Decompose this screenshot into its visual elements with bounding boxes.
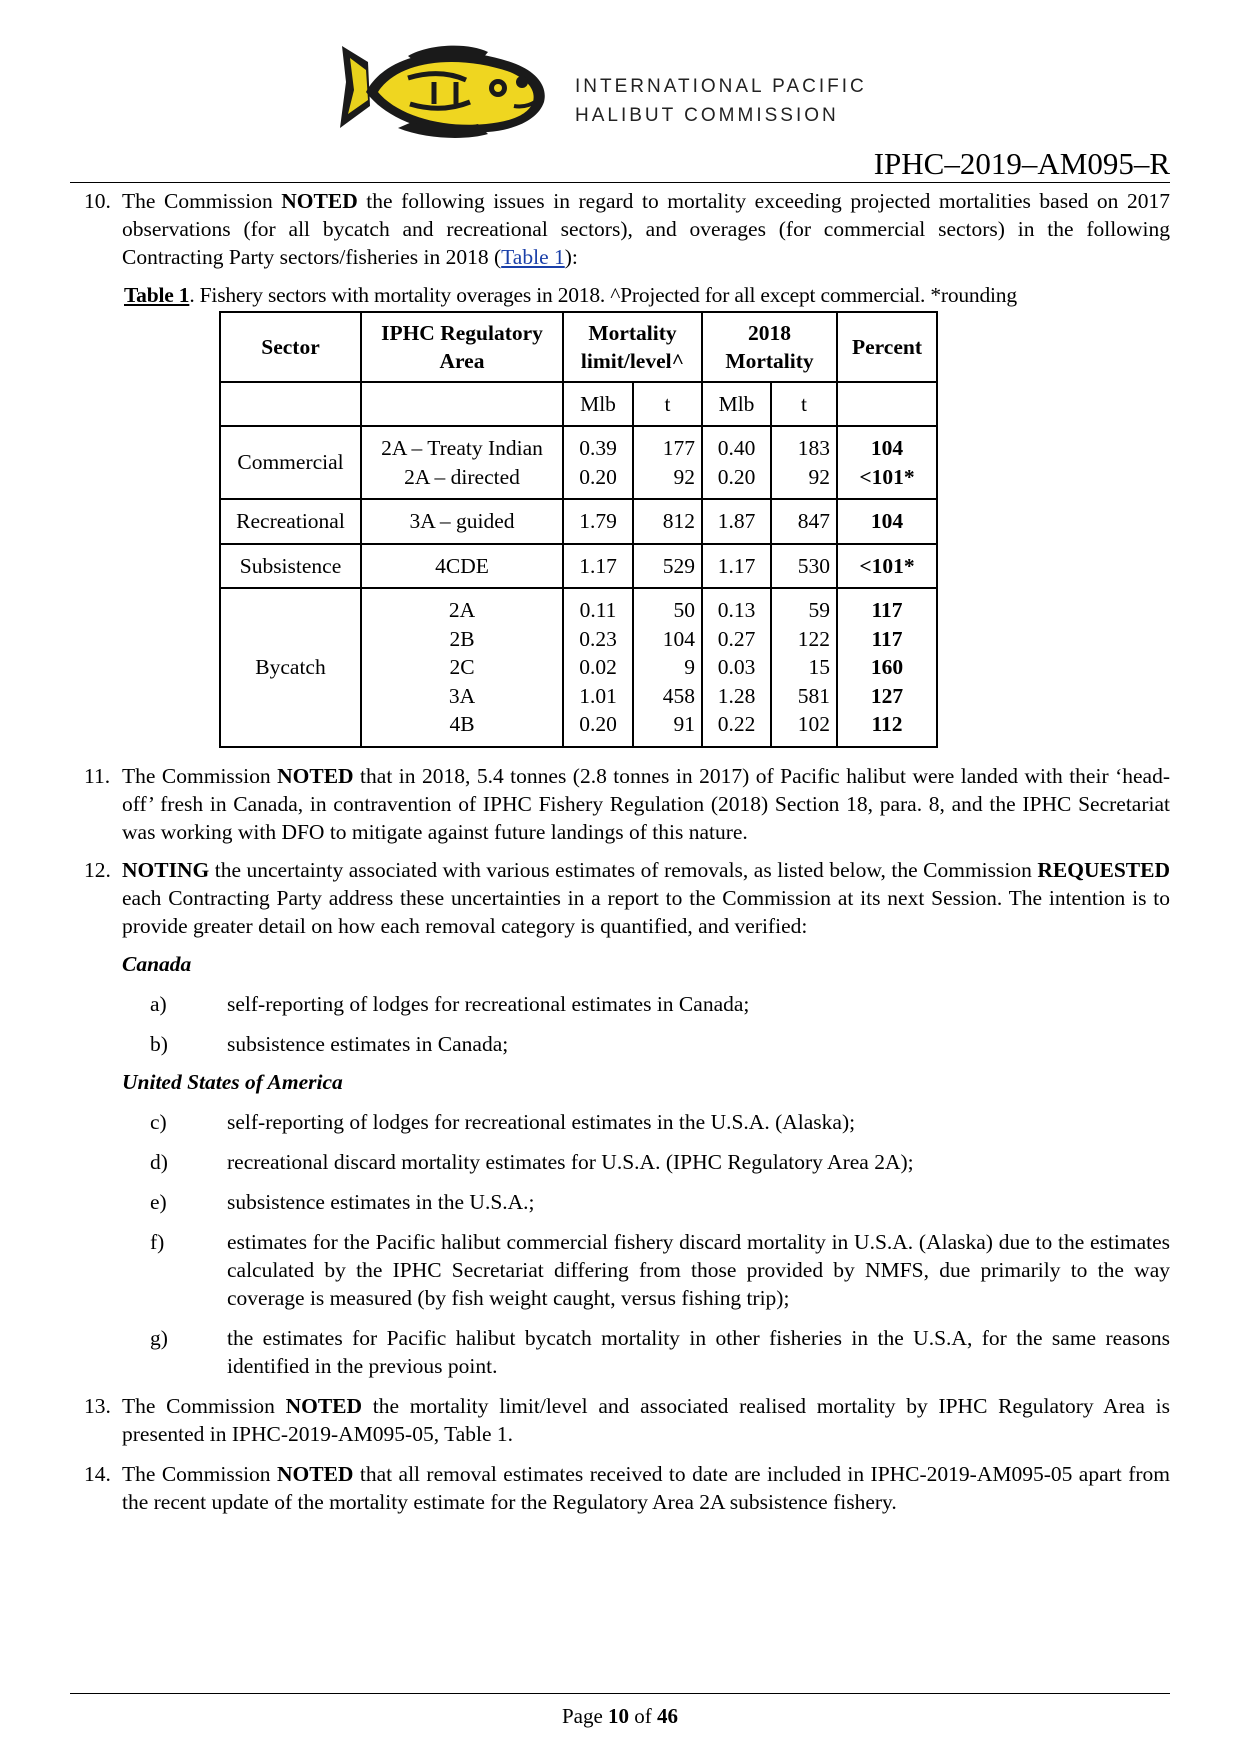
list-item-letter: b): [150, 1031, 168, 1056]
para-text: that in 2018, 5.4 tonnes (2.8 tonnes in 2017) of Pacific halibut were landed with their ‘head-off’ fresh in Canada, in contravention of IPHC Fishery Regulation (2018) Section 18, para. 8, and the IPHC Secretariat was working with DFO to mitigate against future landings of this nature.: [122, 763, 1170, 844]
list-item: [72, 1228, 1170, 1312]
footer-divider: [70, 1693, 1170, 1694]
pct-value: 104: [870, 509, 904, 533]
area-value: 2B: [449, 626, 475, 651]
sector-cell: Recreational: [220, 499, 361, 544]
halibut-fish-logo-icon: [338, 42, 550, 142]
mort-mlb-value: 0.20: [717, 464, 756, 489]
para-bold: NOTED: [276, 1461, 354, 1486]
list-item-text: the estimates for Pacific halibut bycatch mortality in other fisheries in the U.S.A, for the same reasons identified in the previous point.: [227, 1325, 1170, 1378]
mort-mlb-cell: [702, 588, 771, 747]
lim-t-value: 92: [673, 464, 695, 489]
mort-t-cell: [771, 426, 837, 499]
page-number: 10: [608, 1704, 630, 1728]
unit-cell: t: [771, 382, 837, 426]
lim-t-cell: [633, 499, 702, 544]
caption-text: . Fishery sectors with mortality overages in 2018. ^Projected for all except commercial. *rounding: [189, 283, 1017, 307]
mort-t-cell: [771, 544, 837, 589]
pct-cell: [837, 544, 937, 589]
area-value: 3A – guided: [409, 509, 515, 533]
para-text: the mortality limit/level and associated realised mortality by IPHC Regulatory Area is presented in IPHC-2019-AM095-05, Table 1.: [122, 1393, 1170, 1446]
mort-t-value: 581: [797, 683, 830, 708]
para-bold: NOTED: [285, 1393, 363, 1418]
table-header-row: [220, 312, 937, 382]
para-text: The Commission: [122, 189, 282, 213]
lim-mlb-cell: [563, 588, 633, 747]
para-bold: NOTED: [277, 763, 354, 788]
area-value: 2A: [448, 598, 476, 622]
area-cell: [361, 588, 563, 747]
list-item-text: self-reporting of lodges for recreational estimates in Canada;: [227, 991, 750, 1016]
para-bold: NOTED: [281, 189, 358, 213]
paragraph-number: 10.: [84, 189, 111, 213]
organization-name: [575, 72, 867, 130]
table-row: [220, 499, 937, 544]
lim-mlb-cell: [563, 426, 633, 499]
pct-value: 112: [871, 712, 903, 736]
mort-mlb-value: 0.13: [717, 598, 756, 622]
lim-mlb-value: 1.01: [579, 683, 617, 708]
list-item: [72, 1324, 1170, 1380]
lim-mlb-value: 0.23: [579, 626, 617, 651]
lim-mlb-value: 0.20: [579, 464, 617, 489]
para-text: The Commission: [122, 1461, 277, 1486]
pct-value: <101*: [859, 553, 915, 578]
sector-cell: Bycatch: [220, 588, 361, 747]
pct-value: 160: [870, 655, 904, 679]
lim-mlb-cell: [563, 499, 633, 544]
mort-t-cell: [771, 499, 837, 544]
mort-mlb-value: 1.87: [717, 509, 756, 533]
page-total: 46: [657, 1704, 679, 1728]
list-item-text: subsistence estimates in the U.S.A.;: [227, 1189, 535, 1214]
list-item: [72, 1188, 1170, 1216]
org-line-2: HALIBUT COMMISSION: [575, 105, 839, 126]
area-value: 2A – directed: [404, 464, 520, 489]
lim-t-value: 812: [662, 509, 695, 533]
header-percent: Percent: [837, 312, 937, 382]
list-item: [72, 1148, 1170, 1176]
lim-mlb-value: 1.79: [579, 509, 617, 533]
lim-t-cell: [633, 544, 702, 589]
page-footer: [0, 1704, 1240, 1729]
paragraph-number: 12.: [84, 857, 111, 882]
list-item: [72, 1030, 1170, 1058]
table-row: [220, 588, 937, 747]
lim-t-value: 91: [673, 712, 695, 736]
mort-t-value: 122: [797, 626, 830, 651]
paragraph-11: [72, 762, 1170, 846]
lim-mlb-cell: [563, 544, 633, 589]
area-cell: [361, 544, 563, 589]
list-item-text: recreational discard mortality estimates for U.S.A. (IPHC Regulatory Area 2A);: [227, 1149, 914, 1174]
para-text: the following issues in regard to mortality exceeding projected mortalities based on 2017 observations (for all bycatch and recreational sectors), and overages (for commercial sectors) in the following Contracting Party sectors/fisheries in 2018 (: [122, 189, 1170, 269]
list-item-text: estimates for the Pacific halibut commercial fishery discard mortality in U.S.A. (Alaska) due to the estimates calculated by the IPHC Secretariat differing from those provided by NMFS, due primarily to the way coverage is measured (by fish weight caught, versus fishing trip);: [227, 1229, 1170, 1310]
pct-cell: [837, 588, 937, 747]
lim-t-value: 177: [662, 436, 695, 460]
canada-heading: Canada: [122, 951, 192, 976]
mort-t-value: 183: [797, 436, 830, 460]
lim-t-value: 529: [662, 553, 695, 578]
table-caption: [124, 281, 1170, 309]
pct-value: 117: [871, 626, 903, 651]
paragraph-number: 13.: [84, 1393, 111, 1418]
caption-label: Table 1: [124, 283, 190, 307]
mort-t-value: 847: [797, 509, 830, 533]
lim-mlb-value: 1.17: [579, 553, 617, 578]
lim-mlb-value: 0.02: [579, 655, 617, 679]
lim-t-cell: [633, 588, 702, 747]
mort-mlb-value: 0.27: [717, 626, 756, 651]
unit-cell: Mlb: [702, 382, 771, 426]
lim-mlb-value: 0.39: [579, 436, 617, 460]
mort-mlb-value: 1.28: [717, 683, 756, 708]
page-label: Page: [561, 1704, 609, 1728]
table-row: [220, 426, 937, 499]
list-item-letter: f): [150, 1229, 165, 1254]
para-text: The Commission: [122, 1393, 286, 1418]
para-text: that all removal estimates received to date are included in IPHC-2019-AM095-05 apart from the recent update of the mortality estimate for the Regulatory Area 2A subsistence fishery.: [122, 1461, 1170, 1514]
lim-t-value: 458: [662, 683, 695, 708]
page-of-label: of: [629, 1704, 658, 1728]
mort-t-value: 15: [808, 655, 830, 679]
header-divider: [70, 182, 1170, 183]
document-id: IPHC–2019–AM095–R: [873, 146, 1170, 181]
lim-mlb-value: 0.11: [579, 598, 617, 622]
usa-heading: United States of America: [122, 1069, 343, 1094]
para-bold: REQUESTED: [1037, 857, 1170, 882]
pct-value: 104: [870, 436, 904, 460]
list-item: [72, 1108, 1170, 1136]
table-row: [220, 544, 937, 589]
para-text: The Commission: [122, 763, 278, 788]
mort-t-value: 530: [797, 553, 830, 578]
paragraph-12: [72, 856, 1170, 940]
area-value: 4CDE: [435, 553, 489, 578]
org-line-1: INTERNATIONAL PACIFIC: [575, 76, 867, 97]
page-content: [72, 187, 1170, 1526]
area-value: 3A: [448, 683, 476, 708]
page-header: [0, 0, 1240, 190]
table-1-link[interactable]: Table 1: [501, 245, 565, 269]
lim-t-value: 50: [673, 598, 695, 622]
mort-mlb-value: 0.22: [717, 712, 756, 736]
mort-t-cell: [771, 588, 837, 747]
mortality-overages-table: [219, 311, 938, 748]
list-item-letter: d): [150, 1149, 168, 1174]
header-area: IPHC Regulatory Area: [361, 312, 563, 382]
list-item-letter: c): [150, 1109, 167, 1134]
header-mortality: 2018 Mortality: [702, 312, 837, 382]
area-value: 2C: [449, 655, 475, 679]
unit-cell: t: [633, 382, 702, 426]
para-text: ):: [564, 245, 578, 269]
mort-mlb-value: 0.03: [717, 655, 756, 679]
area-cell: [361, 426, 563, 499]
mort-t-value: 59: [808, 598, 830, 622]
unit-cell: Mlb: [563, 382, 633, 426]
mort-mlb-cell: [702, 499, 771, 544]
canada-list: [72, 990, 1170, 1058]
mort-mlb-value: 0.40: [717, 436, 756, 460]
area-value: 4B: [449, 712, 475, 736]
mort-t-value: 102: [797, 712, 830, 736]
para-text: the uncertainty associated with various estimates of removals, as listed below, the Commission: [209, 857, 1038, 882]
sector-cell: Subsistence: [220, 544, 361, 589]
sector-cell: Commercial: [220, 426, 361, 499]
pct-cell: [837, 426, 937, 499]
list-item-letter: g): [150, 1325, 168, 1350]
paragraph-13: [72, 1392, 1170, 1448]
lim-mlb-value: 0.20: [579, 712, 617, 736]
area-cell: [361, 499, 563, 544]
mort-t-value: 92: [808, 464, 830, 489]
area-value: 2A – Treaty Indian: [381, 436, 543, 460]
paragraph-14: [72, 1460, 1170, 1516]
para-text: each Contracting Party address these uncertainties in a report to the Commission at its next Session. The intention is to provide greater detail on how each removal category is quantified, and verified:: [122, 885, 1170, 938]
units-row: [220, 382, 937, 426]
list-item-text: subsistence estimates in Canada;: [227, 1031, 509, 1056]
list-item: [72, 990, 1170, 1018]
header-sector: Sector: [220, 312, 361, 382]
header-limit: Mortality limit/level^: [563, 312, 702, 382]
pct-cell: [837, 499, 937, 544]
mort-mlb-value: 1.17: [717, 553, 756, 578]
list-item-text: self-reporting of lodges for recreational estimates in the U.S.A. (Alaska);: [227, 1109, 856, 1134]
list-item-letter: a): [150, 991, 167, 1016]
pct-value: 117: [871, 598, 903, 622]
list-item-letter: e): [150, 1189, 167, 1214]
paragraph-number: 11.: [84, 763, 111, 788]
mort-mlb-cell: [702, 426, 771, 499]
pct-value: 127: [870, 683, 904, 708]
usa-list: [72, 1108, 1170, 1380]
paragraph-number: 14.: [84, 1461, 111, 1486]
paragraph-10: [72, 187, 1170, 271]
mort-mlb-cell: [702, 544, 771, 589]
lim-t-value: 9: [684, 655, 695, 679]
para-bold: NOTING: [122, 857, 210, 882]
pct-value: <101*: [859, 464, 915, 489]
lim-t-cell: [633, 426, 702, 499]
lim-t-value: 104: [662, 626, 695, 651]
